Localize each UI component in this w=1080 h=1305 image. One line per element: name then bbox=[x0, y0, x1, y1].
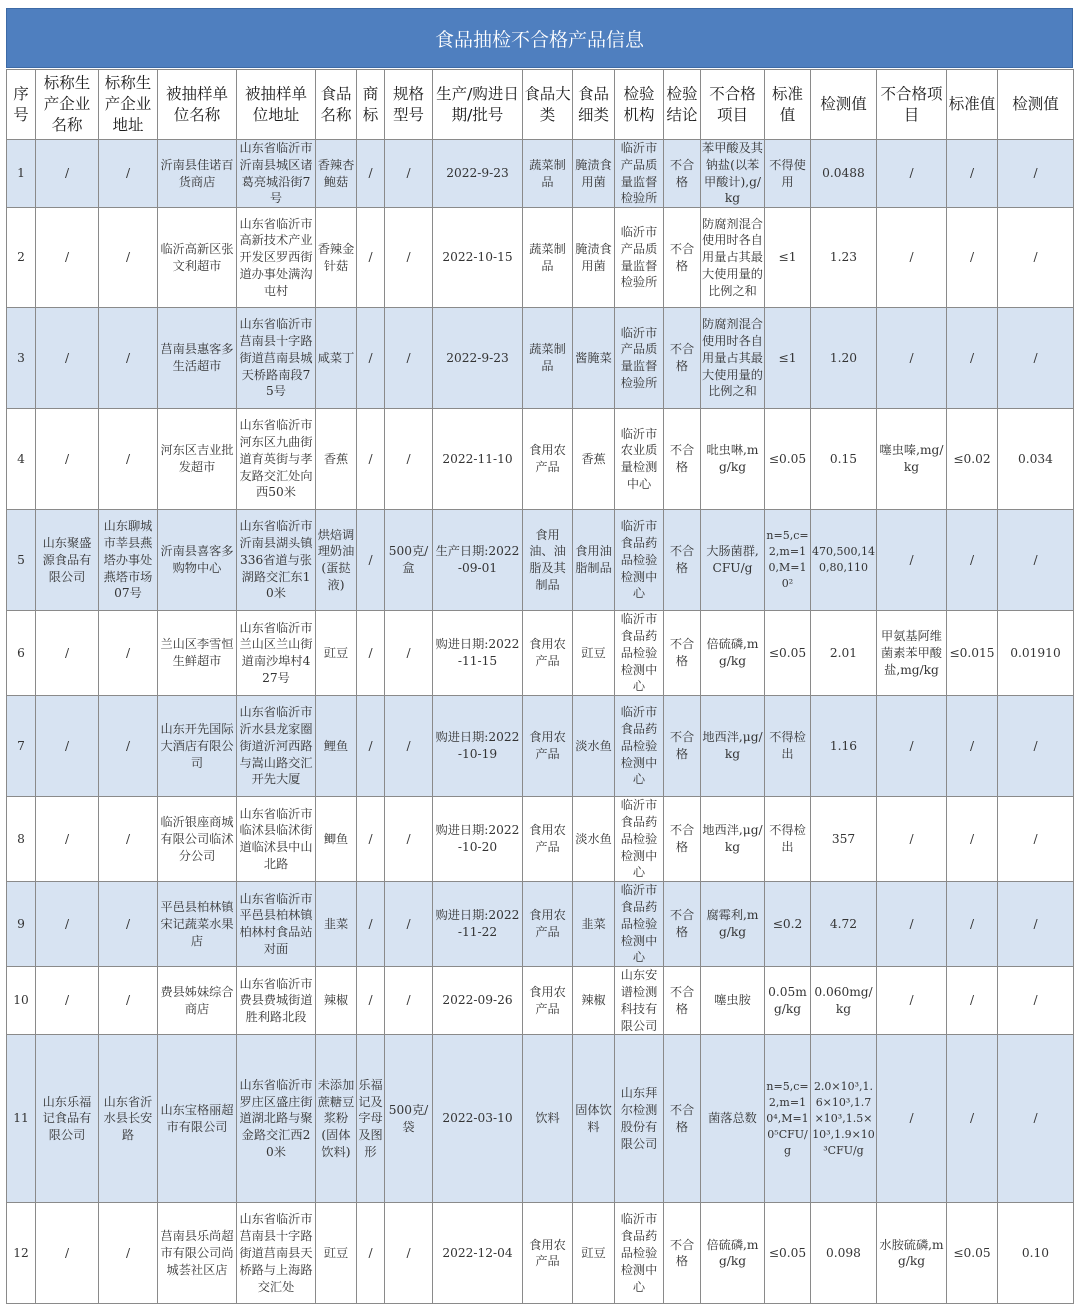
cell: 山东省临沂市河东区九曲街道育英街与孝友路交汇处向西50米 bbox=[237, 409, 316, 510]
cell: ≤1 bbox=[765, 208, 811, 308]
cell: 山东乐福记食品有限公司 bbox=[36, 1035, 99, 1203]
cell: / bbox=[36, 308, 99, 409]
cell: 山东拜尔检测股份有限公司 bbox=[615, 1035, 664, 1203]
cell: 酱腌菜 bbox=[573, 308, 615, 409]
cell: 12 bbox=[7, 1203, 36, 1304]
cell: 临沂市食品药品检验检测中心 bbox=[615, 696, 664, 797]
cell: 0.05mg/kg bbox=[765, 967, 811, 1035]
cell: 470,500,140,80,110 bbox=[811, 510, 877, 611]
cell: 不合格 bbox=[664, 140, 701, 208]
cell: / bbox=[385, 967, 433, 1035]
cell: 吡虫啉,mg/kg bbox=[701, 409, 765, 510]
table-row bbox=[7, 308, 1074, 409]
cell: 临沂市食品药品检验检测中心 bbox=[615, 797, 664, 882]
cell: 山东省临沂市高新技术产业开发区罗西街道办事处满沟屯村 bbox=[237, 208, 316, 308]
header-cell: 标准值 bbox=[947, 70, 998, 140]
cell: 500克/袋 bbox=[385, 1035, 433, 1203]
cell: 500克/盒 bbox=[385, 510, 433, 611]
cell: 食用农产品 bbox=[523, 696, 573, 797]
cell: ≤0.2 bbox=[765, 882, 811, 967]
cell: / bbox=[998, 208, 1074, 308]
cell: 3 bbox=[7, 308, 36, 409]
cell: 不合格 bbox=[664, 611, 701, 696]
cell: / bbox=[385, 611, 433, 696]
table-title: 食品抽检不合格产品信息 bbox=[6, 8, 1073, 68]
cell: 2.0×10³,1.6×10³,1.7×10³,1.5×10³,1.9×10³CFU/g bbox=[811, 1035, 877, 1203]
cell: 临沂市产品质量监督检验所 bbox=[615, 140, 664, 208]
cell: / bbox=[357, 696, 385, 797]
cell: 食用农产品 bbox=[523, 1203, 573, 1304]
cell: / bbox=[99, 1203, 158, 1304]
table-row bbox=[7, 967, 1074, 1035]
cell: 山东省临沂市沂南县城区诸葛亮城沿街7号 bbox=[237, 140, 316, 208]
table-row bbox=[7, 1035, 1074, 1203]
cell: 0.0488 bbox=[811, 140, 877, 208]
cell: 大肠菌群,CFU/g bbox=[701, 510, 765, 611]
cell: n=5,c=2,m=10,M=10² bbox=[765, 510, 811, 611]
cell: / bbox=[998, 308, 1074, 409]
cell: 2022-11-10 bbox=[433, 409, 523, 510]
cell: 1.16 bbox=[811, 696, 877, 797]
cell: / bbox=[36, 208, 99, 308]
table-row bbox=[7, 409, 1074, 510]
cell: 2022-9-23 bbox=[433, 140, 523, 208]
header-cell: 检测值 bbox=[811, 70, 877, 140]
cell: 临沂市产品质量监督检验所 bbox=[615, 308, 664, 409]
cell: 鲫鱼 bbox=[316, 797, 357, 882]
cell: 临沂市食品药品检验检测中心 bbox=[615, 611, 664, 696]
cell: 蔬菜制品 bbox=[523, 208, 573, 308]
cell: 甲氨基阿维菌素苯甲酸盐,mg/kg bbox=[877, 611, 947, 696]
table-row bbox=[7, 611, 1074, 696]
cell: ≤0.05 bbox=[947, 1203, 998, 1304]
cell: / bbox=[36, 409, 99, 510]
cell: 临沂市农业质量检测中心 bbox=[615, 409, 664, 510]
cell: 噻虫嗪,mg/kg bbox=[877, 409, 947, 510]
cell: 鲤鱼 bbox=[316, 696, 357, 797]
cell: / bbox=[947, 510, 998, 611]
cell: / bbox=[877, 140, 947, 208]
cell: ≤0.05 bbox=[765, 1203, 811, 1304]
cell: 0.01910 bbox=[998, 611, 1074, 696]
cell: 2022-10-15 bbox=[433, 208, 523, 308]
header-cell: 规格型号 bbox=[385, 70, 433, 140]
cell: 11 bbox=[7, 1035, 36, 1203]
cell: 辣椒 bbox=[316, 967, 357, 1035]
cell: 8 bbox=[7, 797, 36, 882]
cell: / bbox=[99, 140, 158, 208]
cell: 食用农产品 bbox=[523, 797, 573, 882]
cell: 0.10 bbox=[998, 1203, 1074, 1304]
cell: ≤0.05 bbox=[765, 409, 811, 510]
cell: / bbox=[385, 1203, 433, 1304]
cell: 豇豆 bbox=[573, 1203, 615, 1304]
cell: 不合格 bbox=[664, 510, 701, 611]
cell: 2022-09-26 bbox=[433, 967, 523, 1035]
cell: 香辣金针菇 bbox=[316, 208, 357, 308]
cell: 购进日期:2022-10-20 bbox=[433, 797, 523, 882]
header-cell: 检验机构 bbox=[615, 70, 664, 140]
cell: 山东宝格丽超市有限公司 bbox=[158, 1035, 237, 1203]
cell: / bbox=[385, 140, 433, 208]
cell: / bbox=[877, 882, 947, 967]
cell: / bbox=[99, 409, 158, 510]
cell: / bbox=[947, 797, 998, 882]
cell: 临沂市食品药品检验检测中心 bbox=[615, 1203, 664, 1304]
header-cell: 生产/购进日期/批号 bbox=[433, 70, 523, 140]
cell: / bbox=[99, 882, 158, 967]
cell: 沂南县佳诺百货商店 bbox=[158, 140, 237, 208]
cell: 韭菜 bbox=[573, 882, 615, 967]
cell: 购进日期:2022-11-15 bbox=[433, 611, 523, 696]
cell: 不合格 bbox=[664, 797, 701, 882]
header-cell: 序号 bbox=[7, 70, 36, 140]
cell: 不合格 bbox=[664, 1203, 701, 1304]
header-row bbox=[7, 70, 1074, 140]
cell: 1 bbox=[7, 140, 36, 208]
cell: 腌渍食用菌 bbox=[573, 208, 615, 308]
cell: 蔬菜制品 bbox=[523, 308, 573, 409]
cell: 临沂市产品质量监督检验所 bbox=[615, 208, 664, 308]
cell: / bbox=[36, 797, 99, 882]
cell: 倍硫磷,mg/kg bbox=[701, 611, 765, 696]
cell: 生产日期:2022-09-01 bbox=[433, 510, 523, 611]
cell: / bbox=[947, 140, 998, 208]
table-row bbox=[7, 140, 1074, 208]
header-cell: 不合格项目 bbox=[701, 70, 765, 140]
cell: / bbox=[998, 1035, 1074, 1203]
cell: / bbox=[357, 611, 385, 696]
header-cell: 标称生产企业名称 bbox=[36, 70, 99, 140]
cell: / bbox=[877, 510, 947, 611]
cell: 水胺硫磷,mg/kg bbox=[877, 1203, 947, 1304]
cell: 河东区吉业批发超市 bbox=[158, 409, 237, 510]
cell: 山东省临沂市沂水县龙家圈街道沂河西路与嵩山路交汇开先大厦 bbox=[237, 696, 316, 797]
cell: 9 bbox=[7, 882, 36, 967]
cell: / bbox=[357, 308, 385, 409]
cell: 食用农产品 bbox=[523, 882, 573, 967]
cell: / bbox=[36, 967, 99, 1035]
cell: / bbox=[877, 967, 947, 1035]
cell: / bbox=[998, 967, 1074, 1035]
cell: / bbox=[99, 208, 158, 308]
cell: / bbox=[357, 510, 385, 611]
cell: 不合格 bbox=[664, 696, 701, 797]
cell: / bbox=[385, 696, 433, 797]
cell: ≤0.015 bbox=[947, 611, 998, 696]
cell: 莒南县乐尚超市有限公司尚城荟社区店 bbox=[158, 1203, 237, 1304]
cell: / bbox=[998, 140, 1074, 208]
cell: / bbox=[357, 208, 385, 308]
cell: / bbox=[357, 409, 385, 510]
cell: 豇豆 bbox=[573, 611, 615, 696]
cell: 烘焙调理奶油(蛋挞液) bbox=[316, 510, 357, 611]
cell: / bbox=[877, 797, 947, 882]
cell: / bbox=[99, 967, 158, 1035]
cell: / bbox=[99, 308, 158, 409]
cell: 山东省临沂市兰山区兰山街道南沙埠村427号 bbox=[237, 611, 316, 696]
cell: 防腐剂混合使用时各自用量占其最大使用量的比例之和 bbox=[701, 208, 765, 308]
cell: 不合格 bbox=[664, 967, 701, 1035]
cell: 不合格 bbox=[664, 308, 701, 409]
cell: 香蕉 bbox=[573, 409, 615, 510]
cell: 莒南县惠客多生活超市 bbox=[158, 308, 237, 409]
cell: ≤0.05 bbox=[765, 611, 811, 696]
cell: 平邑县柏林镇宋记蔬菜水果店 bbox=[158, 882, 237, 967]
header-cell: 食品名称 bbox=[316, 70, 357, 140]
cell: 0.060mg/kg bbox=[811, 967, 877, 1035]
header-cell: 食品细类 bbox=[573, 70, 615, 140]
cell: 不得检出 bbox=[765, 797, 811, 882]
cell: 噻虫胺 bbox=[701, 967, 765, 1035]
cell: 2.01 bbox=[811, 611, 877, 696]
cell: 费县姊妹综合商店 bbox=[158, 967, 237, 1035]
header-cell: 不合格项目 bbox=[877, 70, 947, 140]
cell: 5 bbox=[7, 510, 36, 611]
table-row bbox=[7, 882, 1074, 967]
header-cell: 检验结论 bbox=[664, 70, 701, 140]
cell: 购进日期:2022-10-19 bbox=[433, 696, 523, 797]
cell: / bbox=[385, 882, 433, 967]
cell: 6 bbox=[7, 611, 36, 696]
cell: 地西泮,μg/kg bbox=[701, 696, 765, 797]
header-cell: 被抽样单位名称 bbox=[158, 70, 237, 140]
cell: 0.098 bbox=[811, 1203, 877, 1304]
cell: 兰山区李雪恒生鲜超市 bbox=[158, 611, 237, 696]
cell: 未添加蔗糖豆浆粉(固体饮料) bbox=[316, 1035, 357, 1203]
cell: / bbox=[357, 882, 385, 967]
table-row bbox=[7, 510, 1074, 611]
cell: 山东省临沂市莒南县十字路街道莒南县城天桥路南段75号 bbox=[237, 308, 316, 409]
cell: 0.034 bbox=[998, 409, 1074, 510]
header-cell: 检测值 bbox=[998, 70, 1074, 140]
cell: 地西泮,μg/kg bbox=[701, 797, 765, 882]
cell: 山东省临沂市沂南县湖头镇336省道与张湖路交汇东10米 bbox=[237, 510, 316, 611]
cell: / bbox=[385, 308, 433, 409]
cell: 食用油、油脂及其制品 bbox=[523, 510, 573, 611]
header-cell: 标称生产企业地址 bbox=[99, 70, 158, 140]
cell: 食用农产品 bbox=[523, 611, 573, 696]
table-row bbox=[7, 797, 1074, 882]
cell: 4 bbox=[7, 409, 36, 510]
cell: / bbox=[36, 140, 99, 208]
cell: / bbox=[36, 696, 99, 797]
cell: / bbox=[357, 1203, 385, 1304]
cell: 腐霉利,mg/kg bbox=[701, 882, 765, 967]
cell: / bbox=[357, 967, 385, 1035]
cell: 韭菜 bbox=[316, 882, 357, 967]
cell: / bbox=[99, 797, 158, 882]
cell: 4.72 bbox=[811, 882, 877, 967]
cell: / bbox=[385, 409, 433, 510]
cell: 357 bbox=[811, 797, 877, 882]
cell: 淡水鱼 bbox=[573, 797, 615, 882]
cell: 菌落总数 bbox=[701, 1035, 765, 1203]
cell: 蔬菜制品 bbox=[523, 140, 573, 208]
cell: 山东省临沂市莒南县十字路街道莒南县天桥路与上海路交汇处 bbox=[237, 1203, 316, 1304]
cell: 苯甲酸及其钠盐(以苯甲酸计),g/kg bbox=[701, 140, 765, 208]
cell: 不合格 bbox=[664, 1035, 701, 1203]
cell: 豇豆 bbox=[316, 611, 357, 696]
cell: 不得检出 bbox=[765, 696, 811, 797]
cell: / bbox=[877, 1035, 947, 1203]
cell: 2022-03-10 bbox=[433, 1035, 523, 1203]
cell: 山东省临沂市费县费城街道胜利路北段 bbox=[237, 967, 316, 1035]
cell: 山东开先国际大酒店有限公司 bbox=[158, 696, 237, 797]
cell: 山东省临沂市罗庄区盛庄街道湖北路与聚金路交汇西20米 bbox=[237, 1035, 316, 1203]
cell: 临沂市食品药品检验检测中心 bbox=[615, 510, 664, 611]
cell: / bbox=[947, 208, 998, 308]
cell: 沂南县喜客多购物中心 bbox=[158, 510, 237, 611]
header-cell: 商标 bbox=[357, 70, 385, 140]
cell: 临沂银座商城有限公司临沭分公司 bbox=[158, 797, 237, 882]
cell: / bbox=[947, 696, 998, 797]
cell: 山东安谱检测科技有限公司 bbox=[615, 967, 664, 1035]
cell: 山东聚盛源食品有限公司 bbox=[36, 510, 99, 611]
cell: 淡水鱼 bbox=[573, 696, 615, 797]
header-cell: 标准值 bbox=[765, 70, 811, 140]
cell: / bbox=[385, 208, 433, 308]
cell: 不合格 bbox=[664, 409, 701, 510]
cell: 辣椒 bbox=[573, 967, 615, 1035]
unqualified-products-table bbox=[6, 69, 1074, 1304]
cell: 7 bbox=[7, 696, 36, 797]
cell: / bbox=[947, 308, 998, 409]
cell: 2022-9-23 bbox=[433, 308, 523, 409]
cell: 山东省沂水县长安路 bbox=[99, 1035, 158, 1203]
cell: / bbox=[99, 611, 158, 696]
cell: / bbox=[357, 140, 385, 208]
cell: ≤0.02 bbox=[947, 409, 998, 510]
cell: 临沂市食品药品检验检测中心 bbox=[615, 882, 664, 967]
cell: 食用油脂制品 bbox=[573, 510, 615, 611]
cell: 不得使用 bbox=[765, 140, 811, 208]
cell: / bbox=[36, 882, 99, 967]
cell: 乐福记及字母及图形 bbox=[357, 1035, 385, 1203]
cell: / bbox=[385, 797, 433, 882]
cell: / bbox=[947, 1035, 998, 1203]
cell: 不合格 bbox=[664, 208, 701, 308]
cell: 防腐剂混合使用时各自用量占其最大使用量的比例之和 bbox=[701, 308, 765, 409]
cell: / bbox=[877, 208, 947, 308]
cell: 不合格 bbox=[664, 882, 701, 967]
cell: 食用农产品 bbox=[523, 409, 573, 510]
cell: / bbox=[998, 797, 1074, 882]
cell: / bbox=[998, 882, 1074, 967]
table-row bbox=[7, 208, 1074, 308]
cell: 山东省临沂市平邑县柏林镇柏林村食品站对面 bbox=[237, 882, 316, 967]
cell: 食用农产品 bbox=[523, 967, 573, 1035]
cell: / bbox=[36, 611, 99, 696]
cell: 咸菜丁 bbox=[316, 308, 357, 409]
header-cell: 食品大类 bbox=[523, 70, 573, 140]
cell: 香蕉 bbox=[316, 409, 357, 510]
cell: 1.23 bbox=[811, 208, 877, 308]
cell: 豇豆 bbox=[316, 1203, 357, 1304]
table-row bbox=[7, 696, 1074, 797]
cell: 2 bbox=[7, 208, 36, 308]
cell: / bbox=[947, 882, 998, 967]
cell: 1.20 bbox=[811, 308, 877, 409]
cell: n=5,c=2,m=10⁴,M=10⁵CFU/g bbox=[765, 1035, 811, 1203]
cell: / bbox=[36, 1203, 99, 1304]
cell: 倍硫磷,mg/kg bbox=[701, 1203, 765, 1304]
cell: 0.15 bbox=[811, 409, 877, 510]
cell: 饮料 bbox=[523, 1035, 573, 1203]
cell: 2022-12-04 bbox=[433, 1203, 523, 1304]
cell: 腌渍食用菌 bbox=[573, 140, 615, 208]
cell: 购进日期:2022-11-22 bbox=[433, 882, 523, 967]
cell: / bbox=[99, 696, 158, 797]
cell: / bbox=[877, 696, 947, 797]
cell: 临沂高新区张文利超市 bbox=[158, 208, 237, 308]
cell: / bbox=[998, 696, 1074, 797]
cell: 山东省临沂市临沭县临沭街道临沭县中山北路 bbox=[237, 797, 316, 882]
cell: ≤1 bbox=[765, 308, 811, 409]
cell: 香辣杏鲍菇 bbox=[316, 140, 357, 208]
cell: / bbox=[357, 797, 385, 882]
cell: / bbox=[947, 967, 998, 1035]
header-cell: 被抽样单位地址 bbox=[237, 70, 316, 140]
cell: / bbox=[998, 510, 1074, 611]
cell: / bbox=[877, 308, 947, 409]
cell: 固体饮料 bbox=[573, 1035, 615, 1203]
cell: 山东聊城市莘县燕塔办事处燕塔市场07号 bbox=[99, 510, 158, 611]
table-row bbox=[7, 1203, 1074, 1304]
cell: 10 bbox=[7, 967, 36, 1035]
